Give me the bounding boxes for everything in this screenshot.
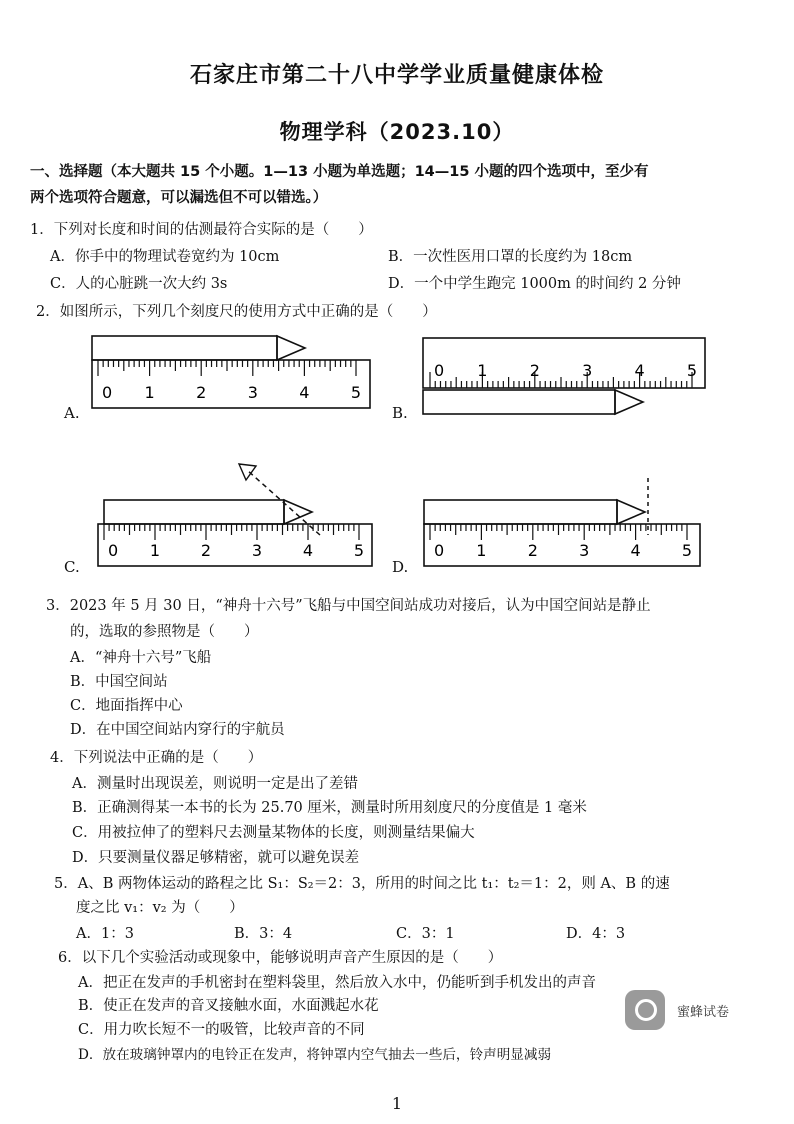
ruler-tick-label: 4 (302, 541, 314, 560)
q3-option-b: B．中国空间站 (70, 674, 168, 690)
q4-stem: 4．下列说法中正确的是（ ） (50, 750, 263, 766)
q4-option-a: A．测量时出现误差，则说明一定是出了差错 (72, 776, 358, 792)
ruler-tick-label: 3 (251, 541, 263, 560)
q3-stem: 3．2023 年 5 月 30 日，“神舟十六号”飞船与中国空间站成功对接后，认为中国空间站是静止 (46, 598, 651, 614)
q4-option-d: D．只要测量仪器足够精密，就可以避免误差 (72, 850, 360, 866)
exam-title: 石家庄市第二十八中学学业质量健康体检 (189, 63, 604, 88)
ruler-tick-label: 4 (299, 383, 310, 402)
ruler-tick-label: 0 (434, 541, 445, 560)
ruler-tick-label: 2 (196, 383, 207, 402)
ruler-tick-label: 1 (149, 541, 161, 560)
ruler-tick-label: 0 (102, 383, 113, 402)
section-heading: 一、选择题（本大题共 15 个小题。1—13 小题为单选题；14—15 小题的四个选项中，至少有 (30, 164, 649, 180)
q5-stem: 5．A、B 两物体运动的路程之比 S₁：S₂＝2：3，所用的时间之比 t₁：t₂＝1：2，则 A、B 的速 (54, 876, 670, 892)
ruler-tick-label: 3 (579, 541, 590, 560)
q3-option-d: D．在中国空间站内穿行的宇航员 (70, 722, 285, 738)
ruler-tick-label: 1 (144, 383, 155, 402)
ruler-tick-label: 4 (630, 541, 641, 560)
q6-stem: 6．以下几个实验活动或现象中，能够说明声音产生原因的是（ ） (58, 950, 503, 966)
ruler-tick-label: 1 (476, 541, 487, 560)
ruler-tick-label: 5 (681, 541, 693, 560)
ruler-tick-label: 0 (108, 541, 119, 560)
q1-option-d: D．一个中学生跑完 1000m 的时间约 2 分钟 (388, 276, 681, 292)
ruler-tick-label: 1 (477, 361, 488, 380)
ruler-tick-label: 2 (527, 541, 538, 560)
ruler-tick-label: 3 (582, 361, 593, 380)
watermark (625, 990, 729, 1030)
q1-option-b: B．一次性医用口罩的长度约为 18cm (388, 249, 633, 265)
figure-b (423, 338, 705, 414)
figure-a-label: A. (64, 404, 80, 422)
figure-c-label: C. (64, 558, 80, 576)
ruler-tick-label: 2 (200, 541, 212, 560)
q1-option-c: C．人的心脏跳一次大约 3s (50, 276, 228, 292)
ruler-tick-label: 5 (350, 383, 362, 402)
page-number: 1 (391, 1094, 403, 1113)
watermark-text: 蜜蜂试卷 (677, 1004, 730, 1020)
figure-b-label: B. (392, 404, 408, 422)
q5-option-b: B．3：4 (234, 926, 293, 942)
q6-option-a: A．把正在发声的手机密封在塑料袋里，然后放入水中，仍能听到手机发出的声音 (78, 975, 596, 991)
q6-option-b: B．使正在发声的音叉接触水面，水面溅起水花 (78, 998, 379, 1014)
q6-option-d: D．放在玻璃钟罩内的电铃正在发声，将钟罩内空气抽去一些后，铃声明显减弱 (78, 1047, 552, 1063)
q1-stem: 1．下列对长度和时间的估测最符合实际的是（ ） (30, 222, 373, 238)
figure-d-label: D. (392, 558, 409, 576)
ruler-tick-label: 2 (529, 361, 540, 380)
q6-option-c: C．用力吹长短不一的吸管，比较声音的不同 (78, 1022, 365, 1038)
figure-a (92, 336, 370, 408)
q3-option-c: C．地面指挥中心 (70, 698, 183, 714)
watermark-logo-icon (625, 990, 665, 1030)
ruler-tick-label: 5 (686, 361, 698, 380)
q5-option-a: A．1：3 (76, 926, 134, 942)
ruler-tick-label: 0 (434, 361, 445, 380)
section-heading-cont: 两个选项符合题意，可以漏选但不可以错选。） (30, 190, 328, 206)
q2-stem: 2．如图所示，下列几个刻度尺的使用方式中正确的是（ ） (36, 304, 437, 320)
q5-stem-cont: 度之比 v₁：v₂ 为（ ） (76, 900, 244, 916)
q5-option-c: C．3：1 (396, 926, 455, 942)
ruler-tick-label: 4 (634, 361, 645, 380)
q3-stem-cont: 的，选取的参照物是（ ） (70, 624, 259, 640)
q5-option-d: D．4：3 (566, 926, 626, 942)
figure-d (424, 478, 700, 566)
q4-option-b: B．正确测得某一本书的长为 25.70 厘米，测量时所用刻度尺的分度值是 1 毫米 (72, 800, 587, 816)
q4-option-c: C．用被拉伸了的塑料尺去测量某物体的长度，则测量结果偏大 (72, 825, 475, 841)
figure-c (98, 464, 372, 566)
q1-option-a: A．你手中的物理试卷宽约为 10cm (50, 249, 280, 265)
q3-option-a: A．“神舟十六号”飞船 (70, 650, 212, 666)
ruler-tick-label: 3 (247, 383, 258, 402)
exam-subtitle: 物理学科（2023.10） (279, 120, 515, 144)
ruler-tick-label: 5 (353, 541, 365, 560)
